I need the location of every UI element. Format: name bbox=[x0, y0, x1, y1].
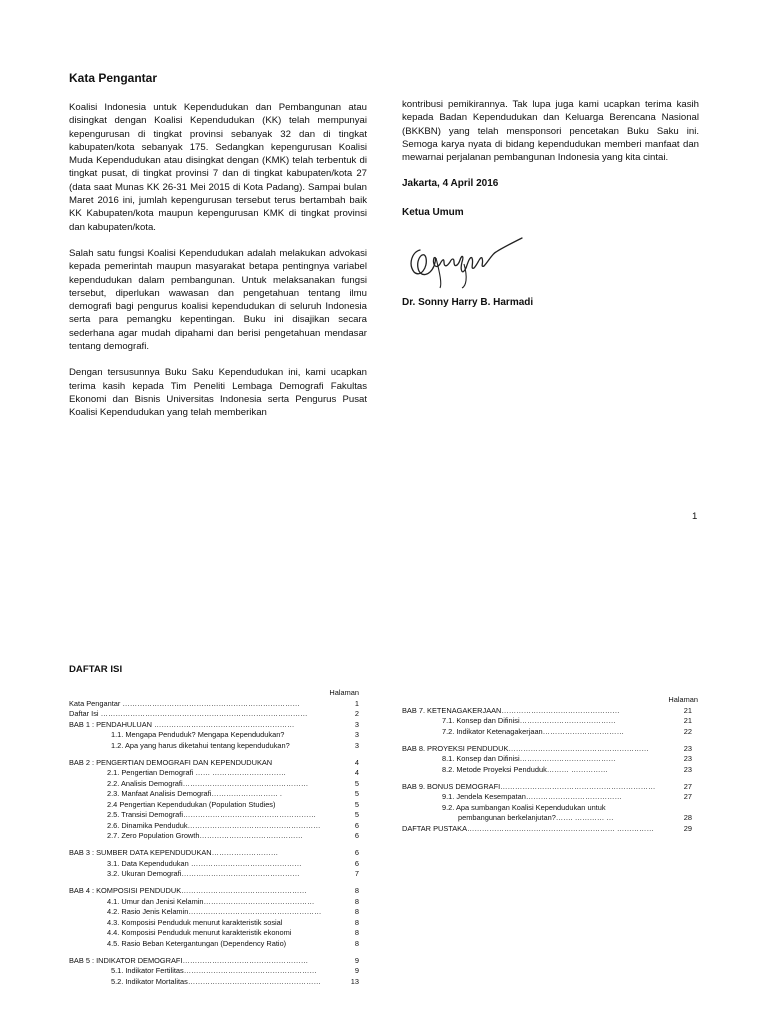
toc-entry-label: 2.2. Analisis Demografi…………………………………………… bbox=[107, 778, 309, 788]
toc-entry bbox=[69, 966, 359, 977]
foreword-paragraph: Salah satu fungsi Koalisi Kependudukan adalah melakukan advokasi kepada pemerintah maupun masyarakat betapa pentingnya variabel kependudukan dalam pembangunan. Untuk melaksanakan fungsi tersebut, diperlukan wawasan dan pengetahuan tentang ilmu demografi bagi pengurus koalisi kependudukan di seluruh Indonesia serta para pemangku kepentingan. Buku ini disajikan secara sederhana agar mudah dipahami dan berisi pengetahuan mendasar tentang demografi. bbox=[69, 247, 367, 353]
toc-entry-label: 2.5. Transisi Demografi……………………………………………… bbox=[107, 810, 317, 820]
toc-entry-label: 4.3. Komposisi Penduduk menurut karakteristik sosial bbox=[107, 917, 283, 927]
toc-entry bbox=[69, 758, 359, 769]
toc-entry-page: 21 bbox=[683, 716, 692, 725]
toc-entry bbox=[69, 897, 359, 908]
toc-entry-page: 3 bbox=[354, 740, 359, 750]
toc-entry-page: 22 bbox=[683, 726, 692, 736]
toc-entry-label: 2.4 Pengertian Kependudukan (Population Studies) bbox=[107, 799, 276, 809]
toc-entry bbox=[69, 859, 359, 870]
toc-entry bbox=[69, 977, 359, 988]
toc-entry bbox=[69, 918, 359, 929]
toc-entry-page: 5 bbox=[354, 810, 359, 820]
toc-entry bbox=[69, 741, 359, 752]
toc-entry-page: 4 bbox=[354, 757, 359, 767]
toc-entry-label: BAB 3 : SUMBER DATA KEPENDUDUKAN……………………… bbox=[69, 848, 279, 858]
toc-spacer bbox=[69, 949, 359, 956]
toc-entry-label: 2.1. Pengertian Demografi …… ………………………… bbox=[107, 768, 287, 778]
toc-entry-label: DAFTAR PUSTAKA…………………………………………………… …………… bbox=[402, 823, 654, 833]
toc-entry-label: 8.1. Konsep dan Difinisi………………………………… bbox=[442, 754, 616, 764]
toc-entry-label: 8.2. Metode Proyeksi Penduduk……… …………… bbox=[442, 764, 608, 774]
foreword-paragraph: kontribusi pemikirannya. Tak lupa juga kami ucapkan terima kasih kepada Badan Kependudukan dan Keluarga Berencana Nasional (BKKBN) yang telah mensponsori pencetakan Buku Saku ini. Semoga karya nyata di bidang kependudukan memberi manfaat dan mewarnai perjalanan pembangunan Indonesia yang kita cintai. bbox=[402, 99, 699, 164]
toc-entry-label: BAB 9. BONUS DEMOGRAFI……………………………………………………… bbox=[402, 781, 656, 791]
toc-entry-label: 1.2. Apa yang harus diketahui tentang kependudukan? bbox=[111, 740, 290, 750]
toc-entry-page: 23 bbox=[683, 764, 692, 774]
toc-spacer bbox=[402, 737, 698, 744]
toc-entry bbox=[402, 765, 698, 776]
toc-entry-page: 4 bbox=[354, 768, 359, 778]
foreword-left-column bbox=[69, 101, 367, 433]
toc-entry-label: 2.3. Manfaat Analisis Demografi……………………… . bbox=[107, 789, 282, 799]
toc-entry bbox=[402, 754, 698, 765]
toc-entry-label: 7.1. Konsep dan Difinisi………………………………… bbox=[442, 716, 616, 725]
signatory-name: Dr. Sonny Harry B. Harmadi bbox=[402, 297, 534, 308]
toc-entry bbox=[402, 706, 698, 717]
toc-entry-page: 5 bbox=[354, 789, 359, 799]
toc-spacer bbox=[69, 751, 359, 758]
toc-entry-label: pembangunan berkelanjutan?……. ………… … bbox=[458, 813, 614, 823]
toc-entry bbox=[69, 810, 359, 821]
toc-entry bbox=[69, 789, 359, 800]
toc-entry-page: 8 bbox=[354, 886, 359, 896]
toc-entry bbox=[402, 803, 698, 814]
place-date: Jakarta, 4 April 2016 bbox=[402, 178, 499, 190]
page-number: 1 bbox=[692, 511, 698, 522]
toc-entry-page: 8 bbox=[354, 928, 359, 938]
toc-entry-label: BAB 2 : PENGERTIAN DEMOGRAFI DAN KEPENDUDUKAN bbox=[69, 757, 273, 767]
toc-entry-label: 9.2. Apa sumbangan Koalisi Kependudukan untuk bbox=[442, 802, 606, 812]
toc-entry bbox=[69, 848, 359, 859]
toc-entry-page: 9 bbox=[354, 966, 359, 976]
toc-entry-label: BAB 5 : INDIKATOR DEMOGRAFI…………………………………………… bbox=[69, 955, 309, 965]
signatory-position: Ketua Umum bbox=[402, 206, 464, 218]
foreword-paragraph: Dengan tersusunnya Buku Saku Kependudukan ini, kami ucapkan terima kasih kepada Tim Peneliti Lembaga Demografi Fakultas Ekonomi dan Bisnis Universitas Indonesia serta Pengurus Pusat Koalisi Kependudukan yang telah memberikan bbox=[69, 367, 367, 419]
toc-entry-label: BAB 1 : PENDAHULUAN ………………………………………………… bbox=[69, 719, 295, 729]
toc-entry-page: 3 bbox=[354, 730, 359, 739]
toc-entry bbox=[69, 886, 359, 897]
toc-entry-label: 5.1. Indikator Fertilitas……………………………………………… bbox=[111, 966, 317, 976]
page-title: Kata Pengantar bbox=[69, 71, 158, 85]
toc-title: DAFTAR ISI bbox=[69, 664, 123, 675]
toc-entry-label: 3.1. Data Kependudukan ……………………………………… bbox=[107, 858, 302, 868]
toc-left-column bbox=[69, 688, 359, 987]
toc-right-column bbox=[402, 695, 698, 834]
toc-entry bbox=[69, 730, 359, 741]
toc-entry bbox=[402, 813, 698, 824]
foreword-right-column bbox=[402, 98, 699, 219]
toc-entry-label: 2.7. Zero Population Growth…………………………………… bbox=[107, 831, 303, 841]
toc-entry-page: 8 bbox=[354, 938, 359, 948]
toc-entry-label: 4.2. Rasio Jenis Kelamin……………………………………………… bbox=[107, 907, 322, 917]
toc-spacer bbox=[402, 775, 698, 782]
toc-spacer bbox=[69, 880, 359, 887]
toc-entry-label: Kata Pengantar ……………………………………………………………… bbox=[69, 698, 300, 708]
toc-entry bbox=[69, 831, 359, 842]
toc-entry-label: 4.5. Rasio Beban Ketergantungan (Dependency Ratio) bbox=[107, 938, 287, 948]
toc-entry-page: 27 bbox=[683, 781, 692, 791]
toc-entry-label: 4.4. Komposisi Penduduk menurut karakteristik ekonomi bbox=[107, 928, 292, 938]
toc-entry bbox=[69, 699, 359, 710]
toc-entry bbox=[69, 869, 359, 880]
toc-entry-page: 28 bbox=[683, 813, 692, 823]
toc-entry bbox=[69, 768, 359, 779]
toc-entry-page: 23 bbox=[683, 754, 692, 764]
toc-entry-page: 8 bbox=[354, 907, 359, 917]
toc-entry-page: 7 bbox=[354, 869, 359, 879]
toc-entry-page: 5 bbox=[354, 799, 359, 809]
toc-entry bbox=[69, 907, 359, 918]
toc-entry-label: BAB 4 : KOMPOSISI PENDUDUK…………………………………………… bbox=[69, 886, 307, 896]
toc-entry-page: 13 bbox=[350, 976, 359, 986]
toc-entry-label: BAB 8. PROYEKSI PENDUDUK………………………………………………… bbox=[402, 743, 649, 753]
toc-entry-label: 9.1. Jendela Kesempatan………………………………… bbox=[442, 792, 622, 802]
toc-entry-page: 6 bbox=[354, 858, 359, 868]
toc-entry bbox=[69, 779, 359, 790]
toc-entry bbox=[69, 821, 359, 832]
toc-entry bbox=[402, 792, 698, 803]
toc-entry bbox=[402, 782, 698, 793]
foreword-paragraph: Koalisi Indonesia untuk Kependudukan dan Pembangunan atau disingkat dengan Koalisi Kependudukan (KK) telah mempunyai kepengurusan di tingkat provinsi sebanyak 32 dan di tingkat kabupaten/kota sebanyak 175. Sedangkan kepengurusan Koalisi Muda Kependudukan atau disingkat dengan (KMK) telah terbentuk di tingkat pusat, di tingkat provinsi 7 dan di tingkat kabupaten/kota 27 (data saat Munas KK 26-31 Mei 2015 di Kota Padang). Sampai bulan Maret 2016 ini, jumlah kepengurusan tersebut terus bertambah baik KK Kabupaten/kota maupun kepengurusan KMK di tingkat provinsi dan kabupaten/kota. bbox=[69, 102, 367, 233]
toc-entry-page: 6 bbox=[354, 831, 359, 841]
toc-entry-page: 6 bbox=[354, 848, 359, 858]
toc-entry bbox=[69, 709, 359, 720]
toc-entry-page: 23 bbox=[683, 743, 692, 753]
toc-entry-page: 5 bbox=[354, 778, 359, 788]
toc-entry-label: BAB 7. KETENAGAKERJAAN………………………………………… bbox=[402, 705, 620, 715]
toc-entry bbox=[69, 928, 359, 939]
toc-entry-page: 9 bbox=[354, 955, 359, 965]
toc-entry bbox=[402, 716, 698, 727]
toc-entry-page: 2 bbox=[354, 709, 359, 718]
toc-entry bbox=[69, 800, 359, 811]
toc-entry-page: 8 bbox=[354, 896, 359, 906]
toc-entry bbox=[402, 744, 698, 755]
toc-entry-label: 5.2. Indikator Mortalitas……………………………………………… bbox=[111, 976, 321, 986]
toc-entry-label: Daftar Isi ………………………………………………………………………… bbox=[69, 709, 308, 718]
toc-entry bbox=[69, 956, 359, 967]
toc-entry-label: 4.1. Umur dan Jenisi Kelamin……………………………………… bbox=[107, 896, 315, 906]
toc-entry bbox=[69, 939, 359, 950]
toc-entry-page: 27 bbox=[683, 792, 692, 802]
toc-entry-label: 3.2. Ukuran Demografi………………………………………… bbox=[107, 869, 300, 879]
toc-entry bbox=[69, 720, 359, 731]
toc-entry-label: 2.6. Dinamika Penduduk……………………………………………… bbox=[107, 820, 321, 830]
toc-entry-page: 3 bbox=[354, 719, 359, 729]
toc-entry-page: 21 bbox=[683, 705, 692, 715]
handwritten-signature bbox=[406, 228, 526, 290]
toc-entry-label: 1.1. Mengapa Penduduk? Mengapa Kependudukan? bbox=[111, 730, 285, 739]
toc-entry bbox=[402, 824, 698, 835]
toc-entry-page: 1 bbox=[354, 698, 359, 708]
toc-entry-page: 6 bbox=[354, 820, 359, 830]
toc-entry-label: 7.2. Indikator Ketenagakerjaan…………………………… bbox=[442, 726, 624, 736]
toc-spacer bbox=[69, 842, 359, 849]
toc-page-header: Halaman bbox=[668, 695, 698, 704]
toc-entry-page: 29 bbox=[683, 823, 692, 833]
toc-entry bbox=[402, 727, 698, 738]
toc-entry-page: 8 bbox=[354, 917, 359, 927]
toc-page-header: Halaman bbox=[329, 688, 359, 697]
